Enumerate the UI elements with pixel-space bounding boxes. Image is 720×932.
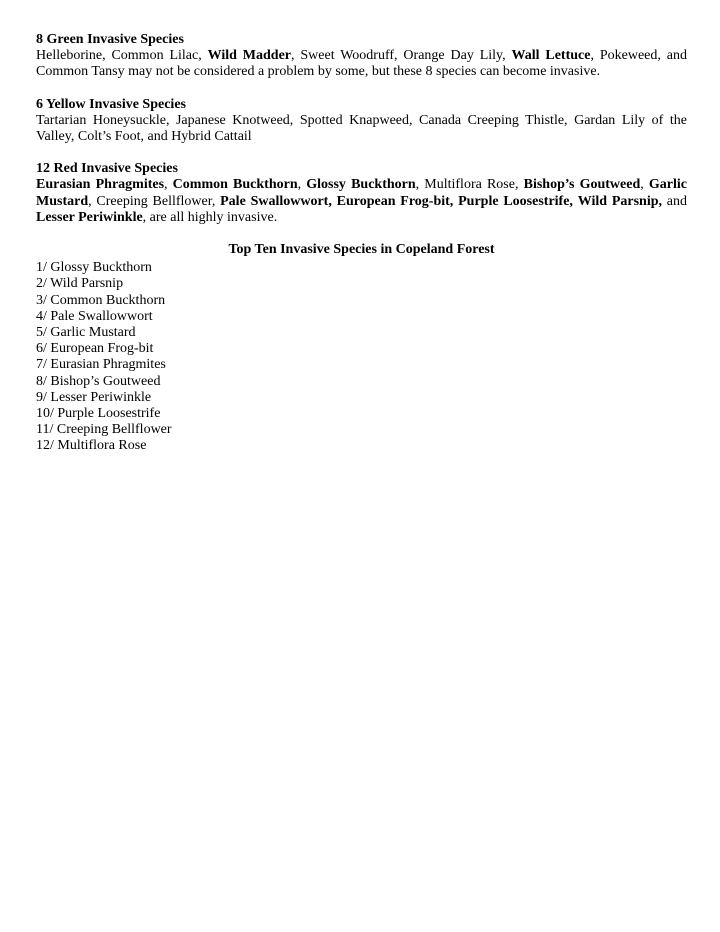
list-item: 7/ Eurasian Phragmites <box>36 357 166 373</box>
bold-species-name: Pale Swallowwort, <box>220 193 332 209</box>
text-run: and <box>662 193 688 209</box>
red-section-paragraph <box>36 177 687 226</box>
green-section-paragraph <box>36 48 687 80</box>
text-run: , Creeping Bellflower, <box>88 193 221 209</box>
bold-species-name: European Frog-bit, <box>336 193 454 209</box>
list-item: 5/ Garlic Mustard <box>36 325 136 341</box>
text-run: , Pokeweed, and Common Tansy may not be considered a problem by some, but these 8 species can become invasive. <box>36 48 687 80</box>
list-item: 3/ Common Buckthorn <box>36 292 166 308</box>
list-item: 8/ Bishop’s Goutweed <box>36 373 161 389</box>
bold-species-name: Lesser Periwinkle <box>36 209 143 225</box>
list-item: 2/ Wild Parsnip <box>36 276 124 292</box>
text-run: , Multiflora Rose, <box>415 177 524 193</box>
bold-species-name: Wild Madder <box>207 48 291 64</box>
bold-species-name: Common Buckthorn <box>172 177 298 193</box>
list-item: 12/ Multiflora Rose <box>36 438 147 454</box>
text-run: , <box>297 177 307 193</box>
yellow-section-paragraph <box>36 113 687 145</box>
red-section-heading: 12 Red Invasive Species <box>36 161 178 177</box>
text-run: , <box>640 177 649 193</box>
bold-species-name: Purple Loosestrife, <box>458 193 573 209</box>
text-run: Tartarian Honeysuckle, Japanese Knotweed, Spotted Knapweed, Canada Creeping Thistle, Gardan Lily of the Valley, Colt’s Foot, and Hybrid Cattail <box>36 112 687 145</box>
text-run: , are all highly invasive. <box>142 209 278 225</box>
text-run: Helleborine, Common Lilac, <box>36 48 208 64</box>
text-run: , Sweet Woodruff, Orange Day Lily, <box>291 48 512 64</box>
list-item: 1/ Glossy Buckthorn <box>36 260 152 276</box>
list-item: 11/ Creeping Bellflower <box>36 422 172 438</box>
bold-species-name: Garlic Mustard <box>36 177 687 209</box>
list-item: 9/ Lesser Periwinkle <box>36 389 152 405</box>
list-item: 4/ Pale Swallowwort <box>36 308 153 324</box>
bold-species-name: Wild Parsnip, <box>577 193 663 209</box>
top-ten-title: Top Ten Invasive Species in Copeland Forest <box>228 242 495 258</box>
yellow-section-heading: 6 Yellow Invasive Species <box>36 96 186 112</box>
bold-species-name: Eurasian Phragmites <box>36 177 165 193</box>
bold-species-name: Bishop’s Goutweed <box>523 177 641 193</box>
green-section-heading: 8 Green Invasive Species <box>36 32 184 47</box>
top-ten-list <box>36 260 687 454</box>
text-run: , <box>164 177 173 193</box>
list-item: 6/ European Frog-bit <box>36 341 154 357</box>
list-item: 10/ Purple Loosestrife <box>36 406 161 422</box>
bold-species-name: Wall Lettuce <box>511 48 591 64</box>
bold-species-name: Glossy Buckthorn <box>306 177 416 193</box>
